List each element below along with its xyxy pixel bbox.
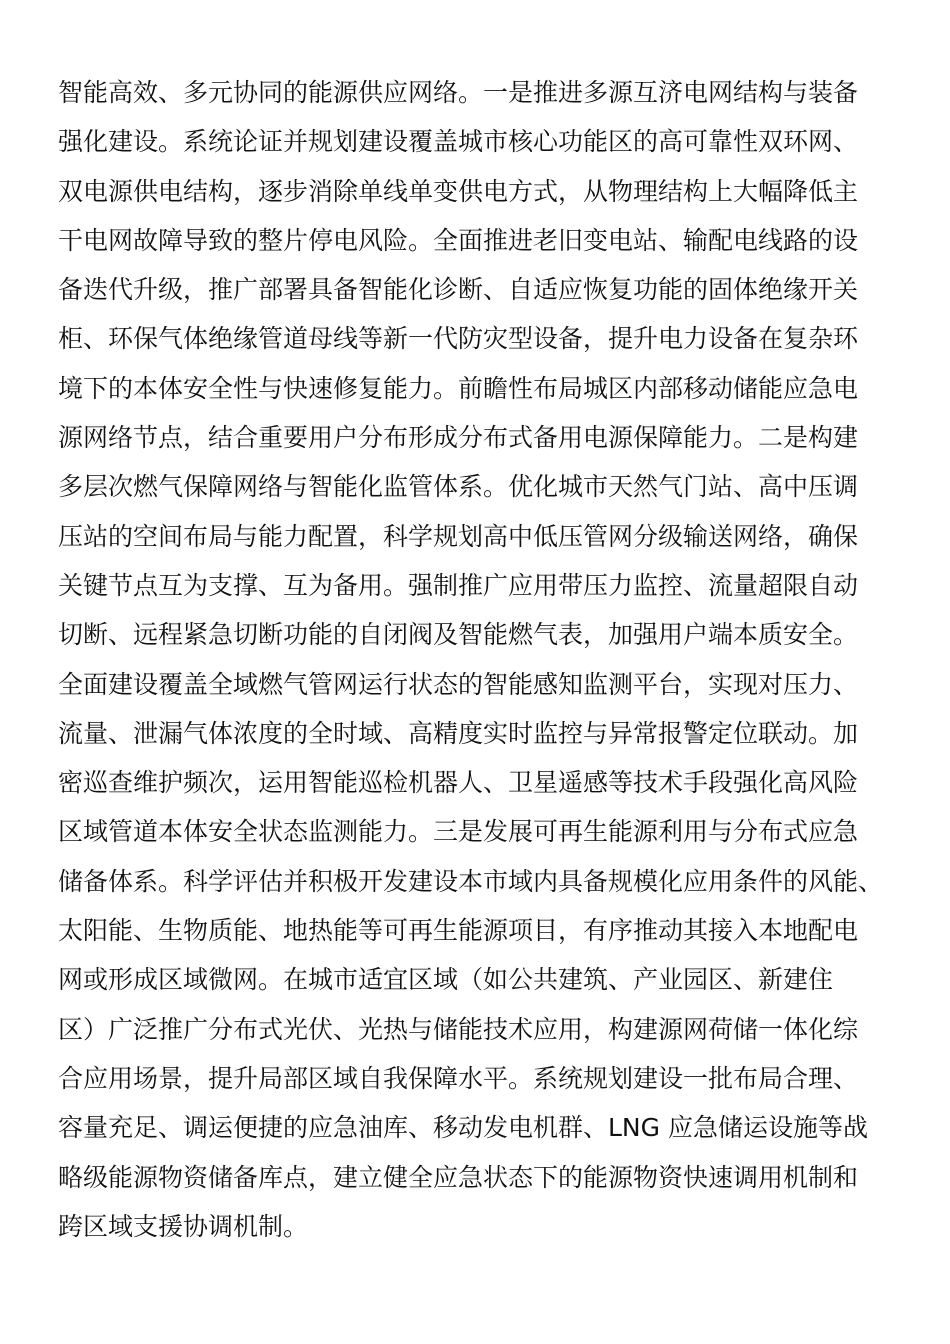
text-line: 流量、泄漏气体浓度的全时域、高精度实时监控与异常报警定位联动。加 <box>58 718 859 748</box>
text-line: 多层次燃气保障网络与智能化监管体系。优化城市天然气门站、高中压调 <box>58 472 859 502</box>
text-line: 跨区域支援协调机制。 <box>58 1211 309 1241</box>
text-line: 合应用场景，提升局部区域自我保障水平。系统规划建设一批布局合理、 <box>58 1063 859 1093</box>
text-line: 双电源供电结构，逐步消除单线单变供电方式，从物理结构上大幅降低主 <box>58 176 859 206</box>
text-line: 智能高效、多元协同的能源供应网络。一是推进多源互济电网结构与装备 <box>58 78 859 107</box>
text-line: 备迭代升级，推广部署具备智能化诊断、自适应恢复功能的固体绝缘开关 <box>58 275 859 305</box>
text-line: 切断、远程紧急切断功能的自闭阀及智能燃气表，加强用户端本质安全。 <box>58 620 859 650</box>
text-line: 境下的本体安全性与快速修复能力。前瞻性布局城区内部移动储能应急电 <box>58 373 859 403</box>
body-paragraph <box>58 68 898 1251</box>
text-line: 区域管道本体安全状态监测能力。三是发展可再生能源利用与分布式应急 <box>58 817 859 847</box>
text-line: 关键节点互为支撑、互为备用。强制推广应用带压力监控、流量超限自动 <box>58 570 859 600</box>
text-line: 强化建设。系统论证并规划建设覆盖城市核心功能区的高可靠性双环网、 <box>58 127 859 157</box>
text-line: 柜、环保气体绝缘管道母线等新一代防灾型设备，提升电力设备在复杂环 <box>58 324 859 354</box>
text-line: 容量充足、调运便捷的应急油库、移动发电机群、LNG 应急储运设施等战 <box>58 1113 868 1143</box>
text-line: 区）广泛推广分布式光伏、光热与储能技术应用，构建源网荷储一体化综 <box>58 1014 859 1044</box>
text-line: 压站的空间布局与能力配置，科学规划高中低压管网分级输送网络，确保 <box>58 521 859 551</box>
text-line: 太阳能、生物质能、地热能等可再生能源项目，有序推动其接入本地配电 <box>58 916 859 946</box>
text-line: 密巡查维护频次，运用智能巡检机器人、卫星遥感等技术手段强化高风险 <box>58 768 859 798</box>
text-line: 全面建设覆盖全域燃气管网运行状态的智能感知监测平台，实现对压力、 <box>58 669 859 699</box>
text-line: 略级能源物资储备库点，建立健全应急状态下的能源物资快速调用机制和 <box>58 1162 859 1192</box>
text-line: 干电网故障导致的整片停电风险。全面推进老旧变电站、输配电线路的设 <box>58 225 859 255</box>
text-line: 储备体系。科学评估并积极开发建设本市域内具备规模化应用条件的风能、 <box>58 866 884 896</box>
text-line: 网或形成区域微网。在城市适宜区域（如公共建筑、产业园区、新建住 <box>58 965 834 995</box>
text-line: 源网络节点，结合重要用户分布形成分布式备用电源保障能力。二是构建 <box>58 423 859 453</box>
